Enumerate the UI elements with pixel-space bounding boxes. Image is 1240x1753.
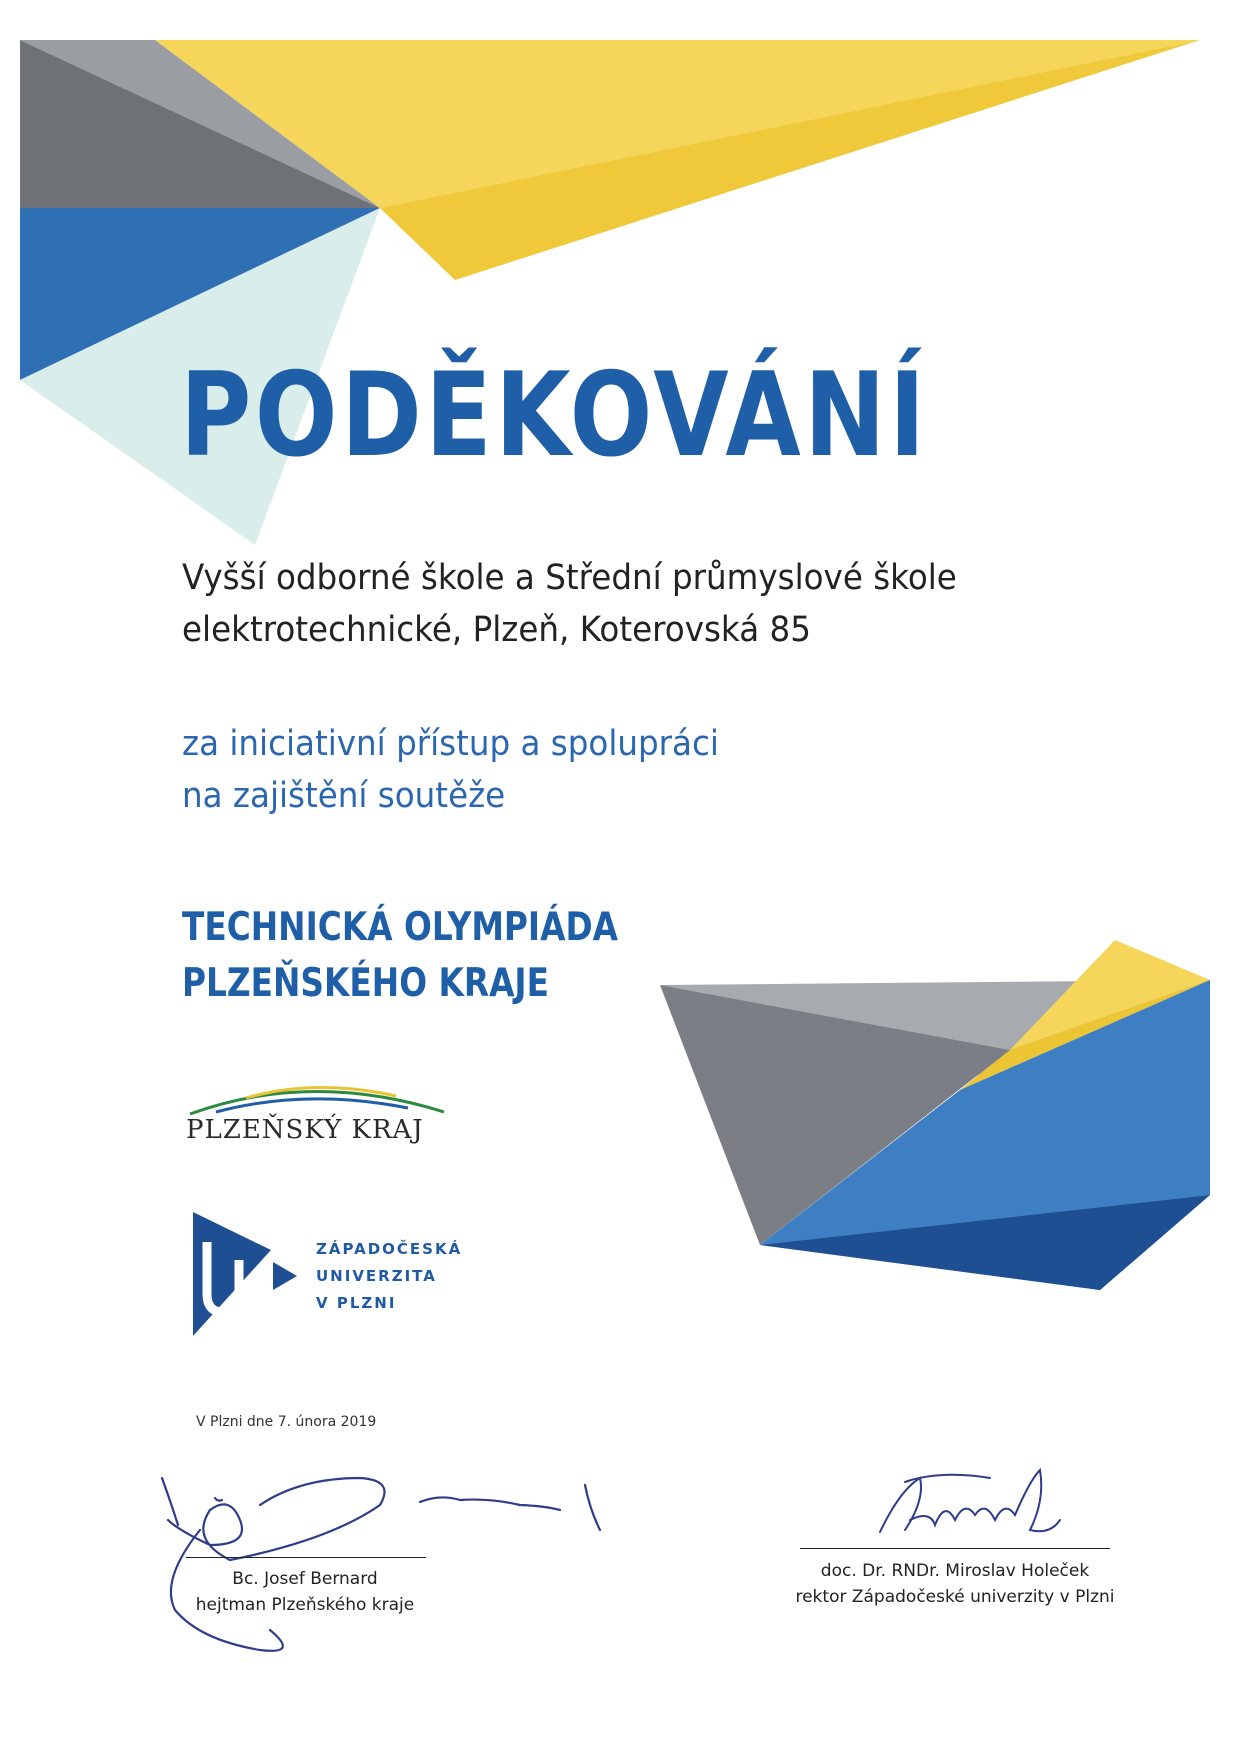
certificate-title: PODĚKOVÁNÍ: [180, 348, 929, 483]
event-line-1: TECHNICKÁ OLYMPIÁDA: [182, 905, 619, 950]
left-signatory-name: Bc. Josef Bernard: [232, 1569, 378, 1589]
zcu-line-3: V PLZNI: [316, 1294, 397, 1312]
left-signature-image: [162, 1478, 600, 1651]
right-signature-image: [880, 1470, 1060, 1532]
left-signatory-role: hejtman Plzeňského kraje: [195, 1595, 415, 1615]
zcu-line-2: UNIVERZITA: [316, 1267, 437, 1285]
right-signatory-name: doc. Dr. RNDr. Miroslav Holeček: [820, 1561, 1090, 1581]
plzensky-kraj-logo-text: PLZEŇSKÝ KRAJ: [186, 1115, 424, 1145]
reason-line-1: za iniciativní přístup a spolupráci: [182, 724, 719, 764]
right-signatory: [795, 1558, 1115, 1610]
right-signatory-role: rektor Západočeské univerzity v Plzni: [795, 1587, 1115, 1607]
reason-line-2: na zajištění soutěže: [182, 776, 506, 816]
recipient-line-2: elektrotechnické, Plzeň, Koterovská 85: [182, 610, 811, 650]
event-line-2: PLZEŇSKÉHO KRAJE: [182, 961, 550, 1006]
zcu-line-1: ZÁPADOČESKÁ: [316, 1240, 463, 1258]
left-signature-line: [186, 1557, 426, 1558]
issue-date: V Plzni dne 7. února 2019: [196, 1414, 377, 1430]
recipient-line-1: Vyšší odborné škole a Střední průmyslové škole: [182, 558, 957, 598]
left-signatory: [160, 1566, 450, 1618]
right-signature-line: [800, 1548, 1110, 1549]
